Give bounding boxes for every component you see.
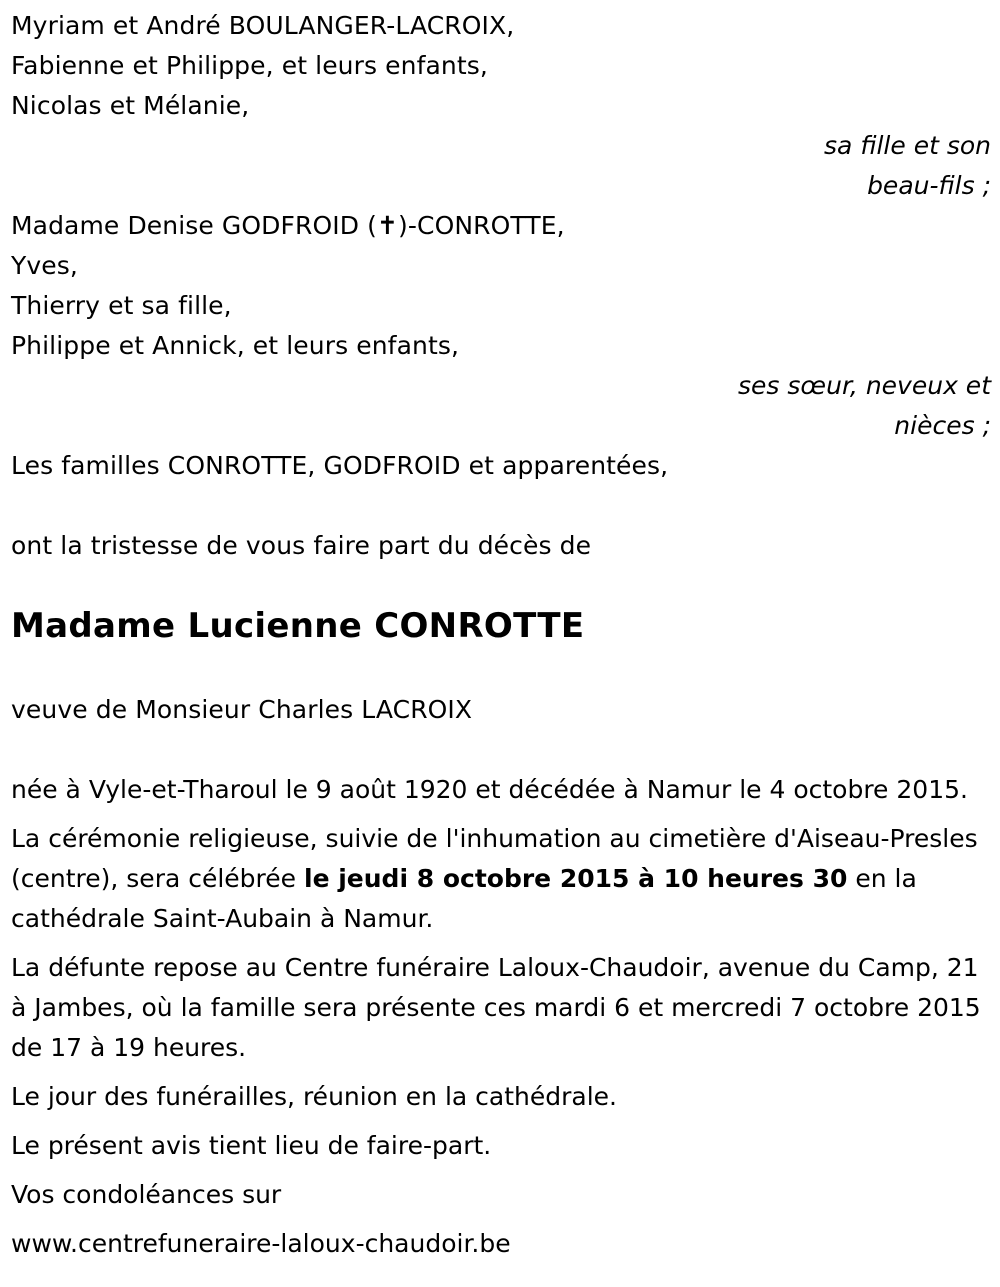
family-group-2 [11,206,991,446]
funeral-day-text: Le jour des funérailles, réunion en la cathédrale. [11,1082,618,1111]
ceremony-after: en la cathédrale Saint-Aubain à Namur. [11,864,917,933]
announcement-text: ont la tristesse de vous faire part du décès de [11,531,592,560]
ceremony-before: La cérémonie religieuse, suivie de l'inhumation au cimetière d'Aiseau-Presles (centre), sera célébrée [11,824,978,893]
family-line: Yves, [11,251,78,280]
birth-death-text: née à Vyle-et-Tharoul le 9 août 1920 et décédée à Namur le 4 octobre 2015. [11,775,968,804]
family-line: Myriam et André BOULANGER-LACROIX, [11,11,515,40]
family-line: Thierry et sa fille, [11,291,232,320]
condolences-link[interactable]: www.centrefuneraire-laloux-chaudoir.be [11,1229,511,1258]
widow-of-text: veuve de Monsieur Charles LACROIX [11,695,473,724]
ceremony-date-time: le jeudi 8 octobre 2015 à 10 heures 30 [304,864,848,893]
spacer [11,730,991,770]
family-line: Madame Denise GODFROID (✝)-CONROTTE, [11,211,565,240]
relation-label: sa fille et son [824,131,991,160]
ceremony-text [11,819,991,939]
deceased-name: Madame Lucienne CONROTTE [11,606,585,646]
visitation-text: La défunte repose au Centre funéraire Laloux-Chaudoir, avenue du Camp, 21 à Jambes, où la famille sera présente ces mardi 6 et mercredi 7 octobre 2015 de 17 à 19 heures. [11,953,981,1062]
family-group-1 [11,6,991,206]
spacer [11,566,991,602]
relation-label: beau-fils ; [867,171,991,200]
condolences-label: Vos condoléances sur [11,1180,282,1209]
spacer [11,486,991,526]
notice-text: Le présent avis tient lieu de faire-part. [11,1131,492,1160]
family-line: Nicolas et Mélanie, [11,91,250,120]
spacer [11,650,991,690]
obituary-notice [11,6,991,1273]
relation-label: nièces ; [894,411,991,440]
family-line: Fabienne et Philippe, et leurs enfants, [11,51,488,80]
family-line: Philippe et Annick, et leurs enfants, [11,331,460,360]
family-group-3: Les familles CONROTTE, GODFROID et apparentées, [11,451,669,480]
relation-label: ses sœur, neveux et [738,371,991,400]
